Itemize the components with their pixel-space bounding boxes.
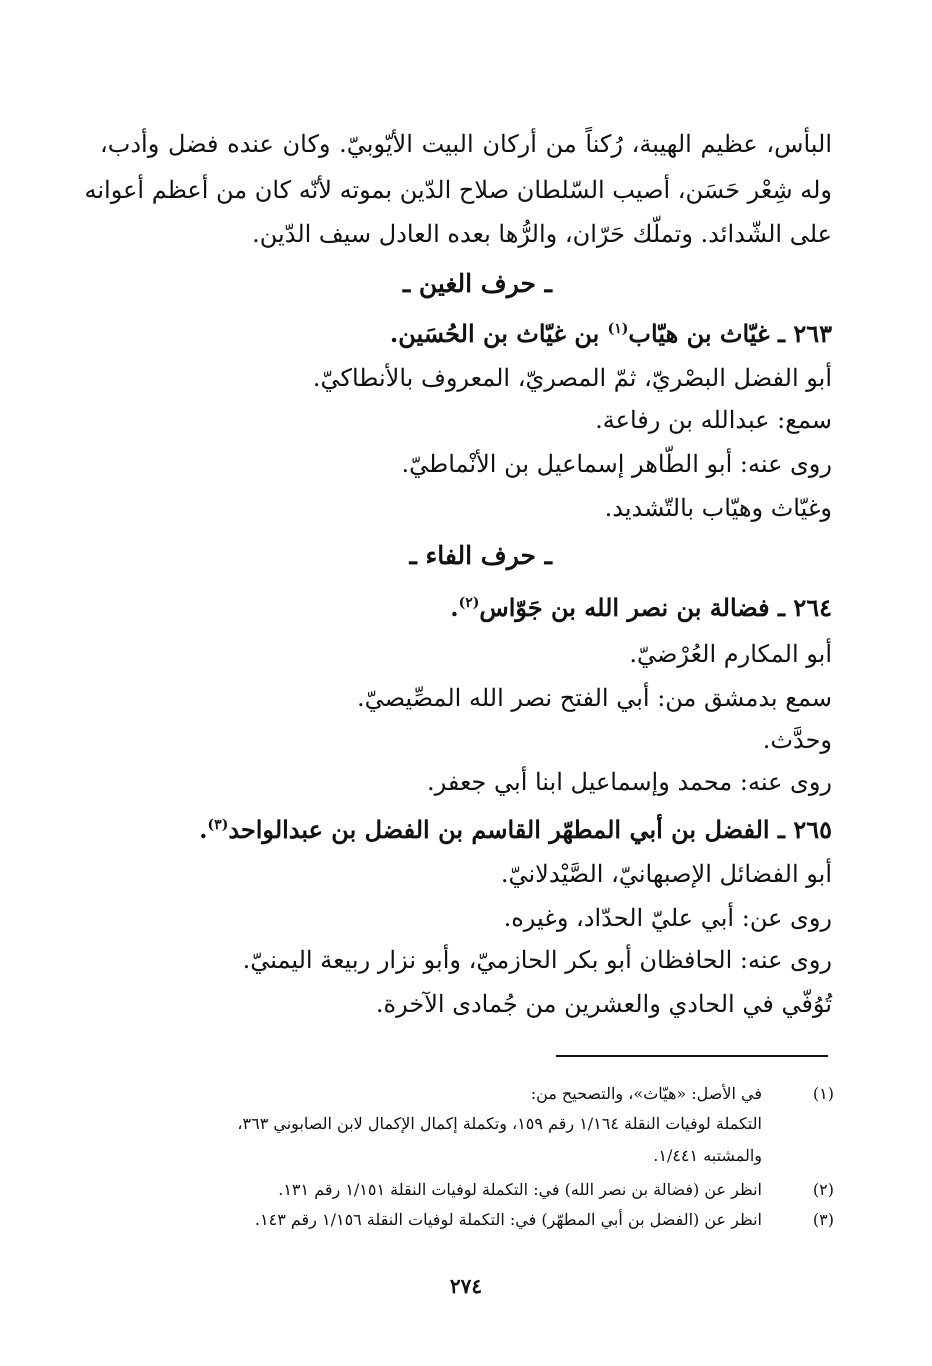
footnote-1-number: (١)	[812, 1084, 834, 1103]
entry-265-line-2: روى عن: أبي عليّ الحدّاد، وغيره.	[503, 904, 832, 932]
entry-263-line-4: وغيّاث وهيّاب بالتّشديد.	[604, 494, 832, 522]
section-heading-ghain: ـ حرف الغين ـ	[402, 269, 552, 298]
footnote-ref-3: (٣)	[207, 817, 229, 833]
footnote-1-line-2: التكملة لوفيات النقلة ١/١٦٤ رقم ١٥٩، وتكملة إكمال الإكمال لابن الصابوني ٣٦٣،	[237, 1114, 762, 1133]
entry-264-line-3: وحدَّث.	[762, 726, 832, 754]
entry-264-line-2: سمع بدمشق من: أبي الفتح نصر الله المصِّيصيّ.	[356, 684, 832, 712]
entry-264-title-main: ٢٦٤ ـ فضالة بن نصر الله بن جَوّاس	[479, 593, 832, 622]
entry-263-line-2: سمع: عبدالله بن رفاعة.	[595, 406, 832, 434]
entry-263-title-main: ٢٦٣ ـ غيّاث بن هيّاب	[628, 319, 832, 348]
entry-263-line-3: روى عنه: أبو الطّاهر إسماعيل بن الأنْماطيّ.	[401, 450, 832, 478]
entry-263-title-rest: بن غيّاث بن الحُسَين.	[389, 319, 608, 348]
paragraph-line-1: البأس، عظيم الهيبة، رُكناً من أركان البيت الأيّوبيّ. وكان عنده فضل وأدب،	[100, 130, 832, 158]
section-heading-fa: ـ حرف الفاء ـ	[409, 541, 552, 570]
footnote-2-line-1: انظر عن (فضالة بن نصر الله) في: التكملة لوفيات النقلة ١/١٥١ رقم ١٣١.	[278, 1180, 762, 1199]
footnote-ref-1: (١)	[607, 321, 629, 337]
entry-265-title-rest: .	[199, 815, 208, 844]
entry-265-line-1: أبو الفضائل الإصبهانيّ، الصَّيْدلانيّ.	[500, 860, 832, 888]
entry-265-title	[199, 810, 832, 850]
footnote-3-line-1: انظر عن (الفضل بن أبي المطهّر) في: التكملة لوفيات النقلة ١/١٥٦ رقم ١٤٣.	[254, 1210, 762, 1229]
footnote-separator	[556, 1055, 828, 1057]
entry-264-title	[450, 588, 832, 628]
entry-263-line-1: أبو الفضل البصْريّ، ثمّ المصريّ، المعروف بالأنطاكيّ.	[312, 364, 832, 392]
entry-264-line-1: أبو المكارم العُرْضيّ.	[629, 640, 832, 668]
entry-265-line-3: روى عنه: الحافظان أبو بكر الحازميّ، وأبو نزار ربيعة اليمنيّ.	[242, 946, 832, 974]
entry-265-line-4: تُوُفّي في الحادي والعشرين من جُمادى الآخرة.	[375, 990, 832, 1018]
entry-265-title-main: ٢٦٥ ـ الفضل بن أبي المطهّر القاسم بن الفضل بن عبدالواحد	[228, 815, 832, 844]
paragraph-line-2: وله شِعْر حَسَن، أصيب السّلطان صلاح الدّين بموته لأنّه كان من أعظم أعوانه	[84, 176, 832, 204]
entry-264-title-rest: .	[450, 593, 459, 622]
footnote-1-line-3: والمشتبه ١/٤٤١.	[653, 1146, 762, 1165]
page-number: ٢٧٤	[449, 1274, 483, 1298]
entry-263-title	[390, 314, 832, 354]
entry-264-line-4: روى عنه: محمد وإسماعيل ابنا أبي جعفر.	[426, 768, 832, 796]
footnote-1-line-1: في الأصل: «هيّاث»، والتصحيح من:	[530, 1084, 762, 1103]
footnote-3-number: (٣)	[812, 1210, 834, 1229]
footnote-ref-2: (٢)	[458, 595, 480, 611]
footnote-2-number: (٢)	[812, 1180, 834, 1199]
paragraph-line-3: على الشّدائد. وتملّك حَرّان، والرُّها بعده العادل سيف الدّين.	[252, 220, 832, 248]
